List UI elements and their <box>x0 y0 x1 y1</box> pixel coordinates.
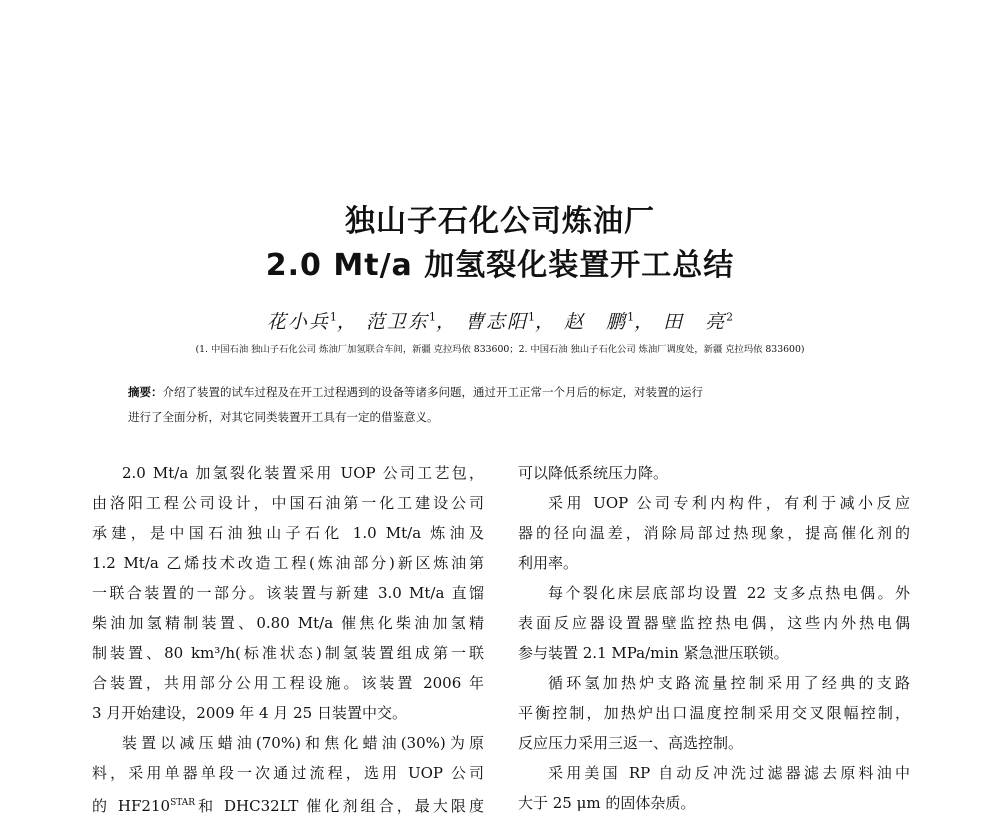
body-text: 的 HF210 <box>92 797 171 815</box>
body-line: 表面反应器设置器壁监控热电偶，这些内外热电偶 <box>518 614 910 632</box>
body-line: 采用美国 RP 自动反冲洗过滤器滤去原料油中 <box>548 764 910 782</box>
author-name: 田 亮 <box>663 311 727 333</box>
abstract-label: 摘要： <box>128 385 163 399</box>
body-line: 器的径向温差，消除局部过热现象，提高催化剂的 <box>518 524 910 542</box>
body-line: 平衡控制，加热炉出口温度控制采用交叉限幅控制， <box>518 704 910 722</box>
body-line: 反应压力采用三返一、高选控制。 <box>518 734 744 752</box>
body-line: 由洛阳工程公司设计，中国石油第一化工建设公司 <box>92 494 484 512</box>
author-affil-mark: 1 <box>627 310 635 324</box>
author-name: 花小兵 <box>266 311 330 333</box>
author-name: 范卫东 <box>365 311 429 333</box>
affiliations: (1. 中国石油 独山子石化公司 炼油厂加氢联合车间，新疆 克拉玛依 833600；2. 中国石油 独山子石化公司 炼油厂调度处，新疆 克拉玛依 833600) <box>195 344 805 355</box>
body-line: 循环氢加热炉支路流量控制采用了经典的支路 <box>548 674 910 692</box>
body-line: 合装置，共用部分公用工程设施。该装置 2006 年 <box>92 674 484 692</box>
body-line: 一联合装置的一部分。该装置与新建 3.0 Mt/a 直馏 <box>92 584 484 602</box>
title-line-1: 独山子石化公司炼油厂 <box>345 204 655 239</box>
body-line: 装置以减压蜡油(70%)和焦化蜡油(30%)为原 <box>122 734 484 752</box>
author-name: 赵 鹏 <box>564 311 628 333</box>
author-affil-mark: 1 <box>528 310 535 324</box>
body-line: 可以降低系统压力降。 <box>518 464 669 482</box>
catalyst-superscript: STAR <box>170 798 196 808</box>
body-line: 2.0 Mt/a 加氢裂化装置采用 UOP 公司工艺包， <box>122 464 484 482</box>
body-line: 承建，是中国石油独山子石化 1.0 Mt/a 炼油及 <box>92 524 484 542</box>
title-line-2: 2.0 Mt/a 加氢裂化装置开工总结 <box>265 248 735 283</box>
body-line: 料，采用单器单段一次通过流程，选用 UOP 公司 <box>92 764 484 782</box>
body-line: 制装置、80 km³/h(标准状态)制氢装置组成第一联 <box>92 644 484 662</box>
body-text: 和 DHC32LT 催化剂组合，最大限度 <box>195 797 484 815</box>
body-column-right <box>518 458 910 818</box>
body-line: 大于 25 μm 的固体杂质。 <box>518 794 696 812</box>
abstract-line-2: 进行了全面分析，对其它同类装置开工具有一定的借鉴意义。 <box>128 410 439 424</box>
author-name: 曹志阳 <box>464 311 528 333</box>
author-affil-mark: 1 <box>329 310 337 324</box>
author-list: 花小兵$^1$， 范卫东$^1$， 曹志阳$^1$， 赵 鹏$^1$， 田 亮$^2$ <box>266 310 734 333</box>
body-line: 采用 UOP 公司专利内构件，有利于减小反应 <box>548 494 910 512</box>
body-line: 参与装置 2.1 MPa/min 紧急泄压联锁。 <box>518 644 789 662</box>
body-line: 3 月开始建设，2009 年 4 月 25 日装置中交。 <box>92 704 407 722</box>
author-affil-mark: 1 <box>428 310 436 324</box>
author-affil-mark: 2 <box>726 310 734 324</box>
body-line: 每个裂化床层底部均设置 22 支多点热电偶。外 <box>548 584 910 602</box>
body-column-left <box>92 458 484 818</box>
body-line: 柴油加氢精制装置、0.80 Mt/a 催焦化柴油加氢精 <box>92 614 484 632</box>
body-line: 1.2 Mt/a 乙烯技术改造工程(炼油部分)新区炼油第 <box>92 554 484 572</box>
abstract-line-1 <box>128 380 888 404</box>
body-line-with-superscript <box>92 788 484 818</box>
abstract-text: 介绍了装置的试车过程及在开工过程遇到的设备等诸多问题，通过开工正常一个月后的标定，对装置的运行 <box>162 385 703 399</box>
body-line: 利用率。 <box>518 554 579 572</box>
